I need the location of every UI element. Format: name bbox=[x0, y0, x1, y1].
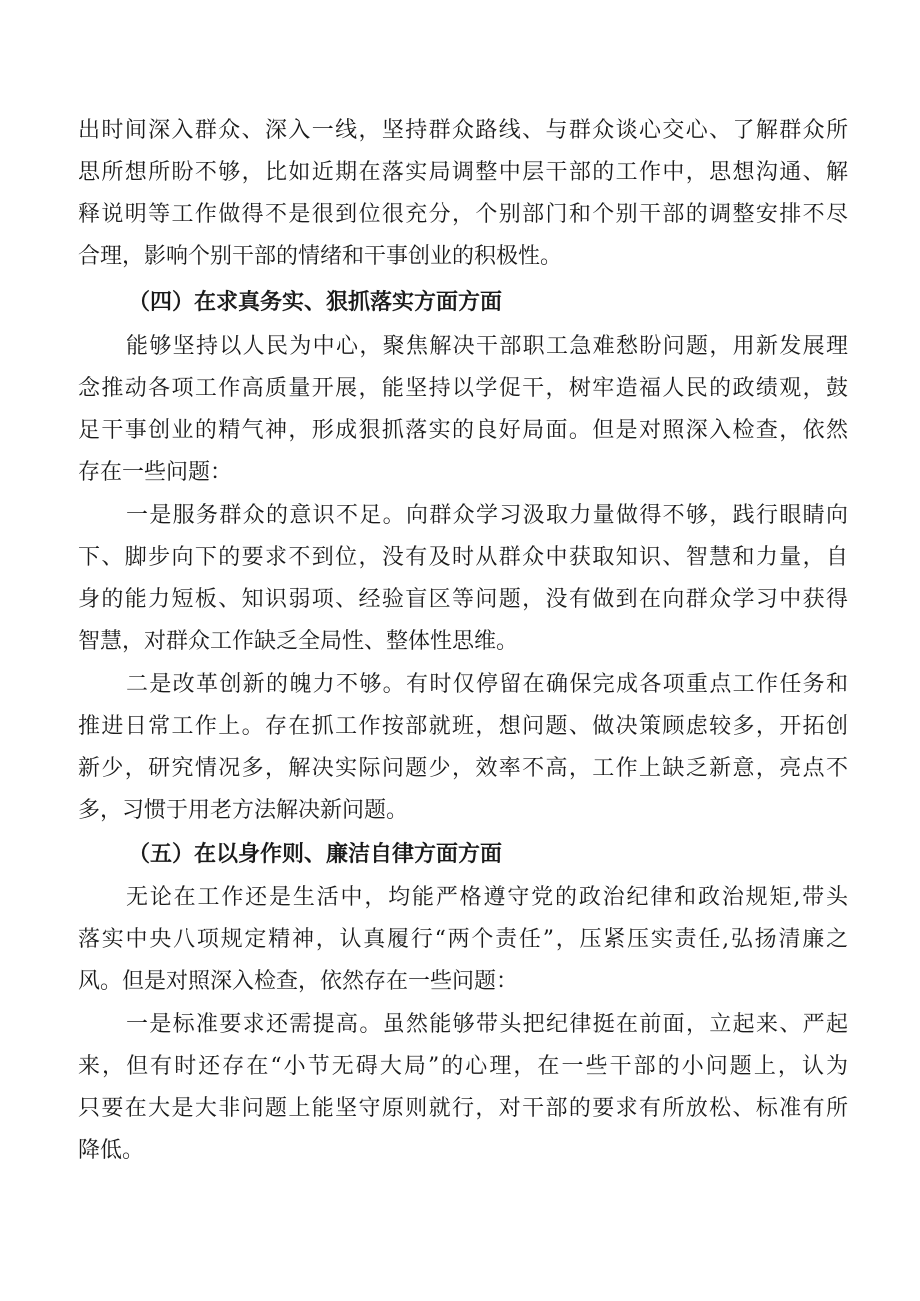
paragraph-continuation bbox=[78, 110, 848, 278]
text-line: 身的能力短板、知识弱项、经验盲区等问题，没有做到在向群众学习中获得 bbox=[78, 587, 848, 612]
text-line: 释说明等工作做得不是很到位很充分，个别部门和个别干部的调整安排不尽 bbox=[78, 202, 848, 227]
text-line: 存在一些问题： bbox=[78, 460, 233, 485]
paragraph-point-2 bbox=[78, 664, 848, 832]
text-line: 无论在工作还是生活中，均能严格遵守党的政治纪律和政治规矩,带头 bbox=[126, 885, 848, 910]
paragraph-section4-intro bbox=[78, 326, 848, 494]
section-heading-4: （四）在求真务实、狠抓落实方面方面 bbox=[128, 290, 503, 315]
text-line: 二是改革创新的魄力不够。有时仅停留在确保完成各项重点工作任务和 bbox=[126, 672, 848, 697]
text-line: 合理，影响个别干部的情绪和干事创业的积极性。 bbox=[78, 244, 563, 269]
paragraph-section5-point-1 bbox=[78, 1004, 848, 1172]
text-line: 念推动各项工作高质量开展，能坚持以学促干，树牢造福人民的政绩观，鼓 bbox=[78, 376, 848, 401]
section-heading-5: （五）在以身作则、廉洁自律方面方面 bbox=[128, 842, 503, 867]
text-line: 一是标准要求还需提高。虽然能够带头把纪律挺在前面，立起来、严起 bbox=[126, 1012, 848, 1037]
text-line: 降低。 bbox=[78, 1138, 145, 1163]
text-line: 出时间深入群众、深入一线，坚持群众路线、与群众谈心交心、了解群众所 bbox=[78, 118, 848, 143]
text-line: 下、脚步向下的要求不到位，没有及时从群众中获取知识、智慧和力量，自 bbox=[78, 545, 848, 570]
text-line: 多，习惯于用老方法解决新问题。 bbox=[78, 798, 409, 823]
text-line: 能够坚持以人民为中心，聚焦解决干部职工急难愁盼问题，用新发展理 bbox=[126, 334, 848, 359]
text-line: 新少，研究情况多，解决实际问题少，效率不高，工作上缺乏新意，亮点不 bbox=[78, 756, 848, 781]
paragraph-point-1 bbox=[78, 495, 848, 663]
text-line: 智慧，对群众工作缺乏全局性、整体性思维。 bbox=[78, 629, 519, 654]
text-line: 风。但是对照深入检查，依然存在一些问题： bbox=[78, 969, 519, 994]
text-line: 思所想所盼不够，比如近期在落实局调整中层干部的工作中，思想沟通、解 bbox=[78, 160, 848, 185]
paragraph-section5-intro bbox=[78, 877, 848, 1003]
text-line: 一是服务群众的意识不足。向群众学习汲取力量做得不够，践行眼睛向 bbox=[126, 503, 848, 528]
text-line: 来，但有时还存在“小节无碍大局”的心理，在一些干部的小问题上，认为 bbox=[78, 1054, 848, 1079]
text-line: 足干事创业的精气神，形成狠抓落实的良好局面。但是对照深入检查，依然 bbox=[78, 418, 848, 443]
text-line: 只要在大是大非问题上能坚守原则就行，对干部的要求有所放松、标准有所 bbox=[78, 1096, 848, 1121]
text-line: 落实中央八项规定精神，认真履行“两个责任”，压紧压实责任,弘扬清廉之 bbox=[78, 927, 848, 952]
text-line: 推进日常工作上。存在抓工作按部就班，想问题、做决策顾虑较多，开拓创 bbox=[78, 714, 848, 739]
